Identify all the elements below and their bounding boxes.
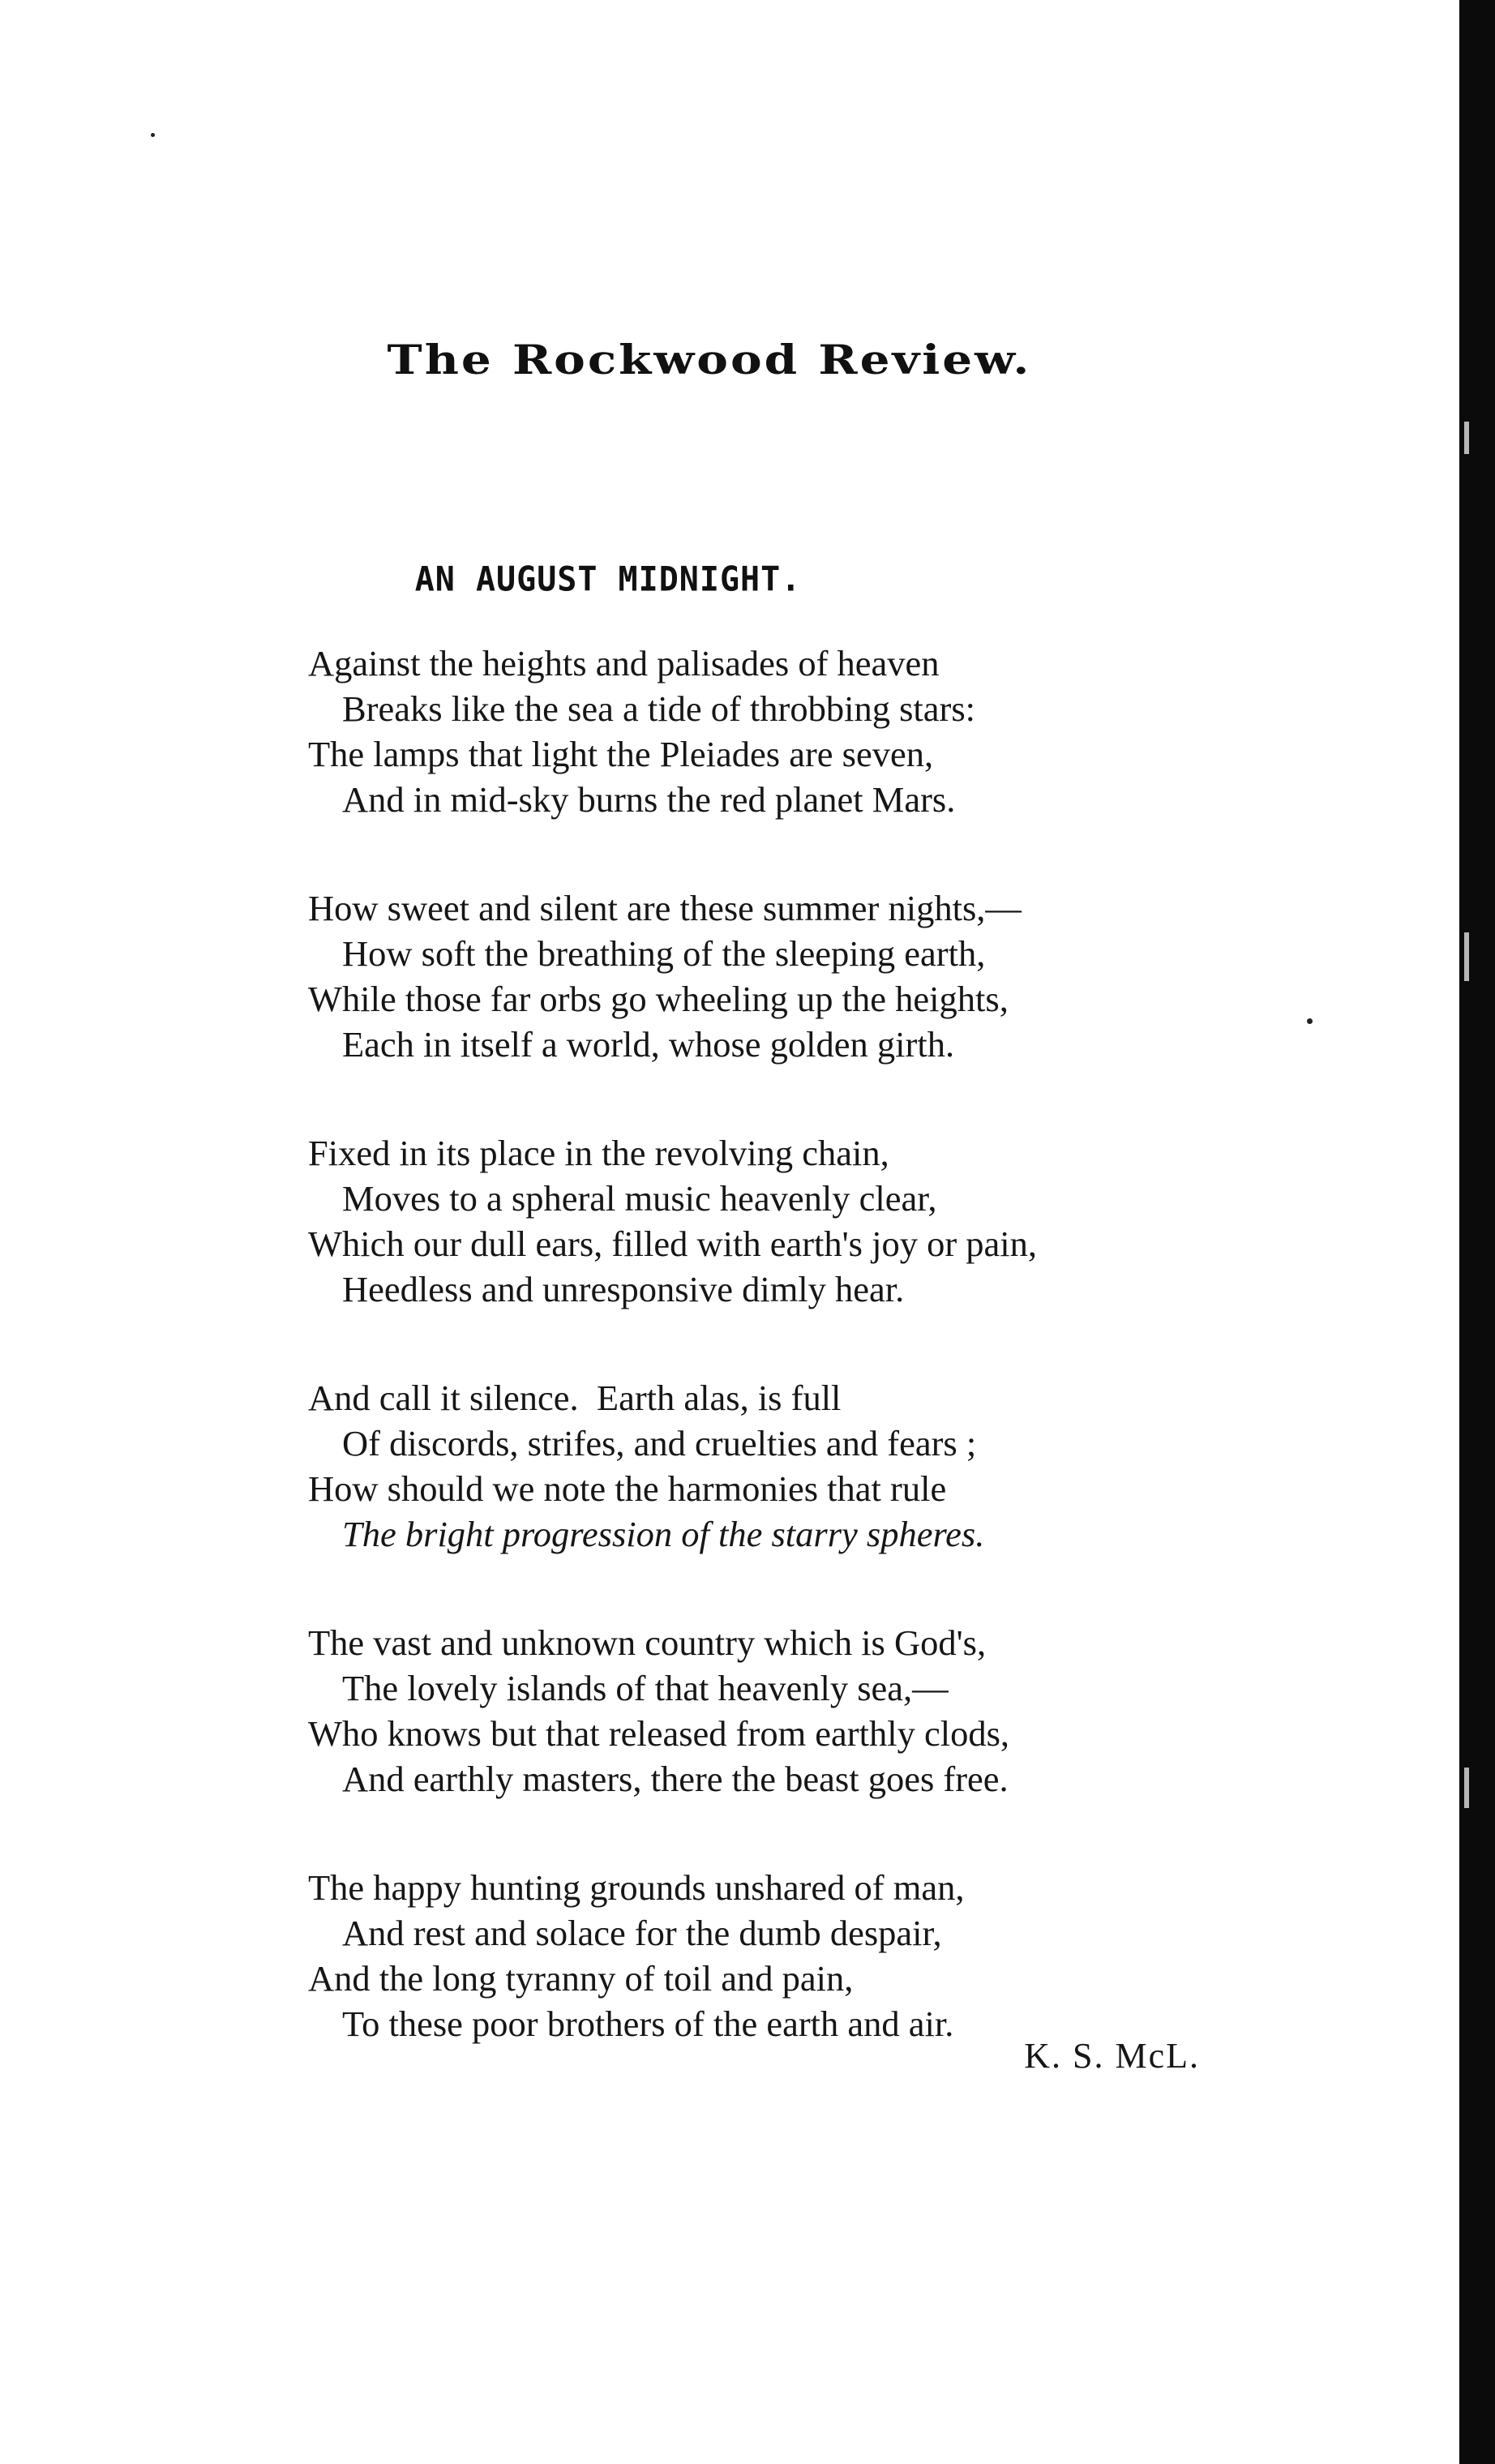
poem-line: How should we note the harmonies that rule — [308, 1468, 947, 1509]
poem-line: Each in itself a world, whose golden girth. — [342, 1024, 955, 1065]
poem-line: The lamps that light the Pleiades are seven, — [308, 734, 934, 774]
ink-speck — [151, 133, 155, 137]
poem-line: Fixed in its place in the revolving chain, — [308, 1133, 889, 1173]
edge-speckle — [1464, 932, 1469, 981]
poem-line: How sweet and silent are these summer nights,— — [308, 888, 1022, 928]
poem-line: How soft the breathing of the sleeping earth, — [342, 933, 986, 974]
poem-body — [308, 641, 1265, 2046]
stanza — [308, 1620, 1265, 1802]
poem-line: Who knows but that released from earthly clods, — [308, 1713, 1010, 1754]
poem-line: The vast and unknown country which is God's, — [308, 1622, 987, 1663]
masthead: The Rockwood Review. — [387, 336, 1032, 384]
poem-line: Breaks like the sea a tide of throbbing stars: — [342, 688, 976, 729]
poem-line: The happy hunting grounds unshared of man, — [308, 1867, 965, 1908]
poem-line: And rest and solace for the dumb despair, — [342, 1913, 942, 1953]
poem-line: Of discords, strifes, and cruelties and fears ; — [342, 1423, 977, 1463]
poem-line: Heedless and unresponsive dimly hear. — [342, 1269, 905, 1309]
poem-line: And the long tyranny of toil and pain, — [308, 1958, 854, 1999]
stanza — [308, 1375, 1265, 1557]
poem-line: The lovely islands of that heavenly sea,— — [342, 1668, 949, 1708]
stanza — [308, 1130, 1265, 1312]
poem-line: Against the heights and palisades of heaven — [308, 643, 940, 683]
poem-line: And in mid-sky burns the red planet Mars. — [342, 779, 956, 820]
poem-line: And call it silence. Earth alas, is full — [308, 1378, 842, 1418]
poem-line: The bright progression of the starry spheres. — [342, 1514, 985, 1554]
poem-line: To these poor brothers of the earth and air. — [342, 2003, 954, 2044]
stanza — [308, 1865, 1265, 2046]
edge-speckle — [1464, 422, 1469, 454]
edge-speckle — [1464, 1768, 1469, 1808]
poem-line: Moves to a spheral music heavenly clear, — [342, 1178, 937, 1219]
author-signature: K. S. McL. — [1024, 2036, 1200, 2076]
stanza — [308, 885, 1265, 1067]
poem-line: While those far orbs go wheeling up the heights, — [308, 979, 1009, 1019]
poem-title: AN AUGUST MIDNIGHT. — [414, 559, 802, 600]
stanza — [308, 641, 1265, 822]
ink-speck — [1307, 1018, 1313, 1024]
page-edge-shadow — [1459, 0, 1495, 2464]
poem-line: And earthly masters, there the beast goes free. — [342, 1759, 1009, 1799]
poem-line: Which our dull ears, filled with earth's joy or pain, — [308, 1223, 1038, 1264]
